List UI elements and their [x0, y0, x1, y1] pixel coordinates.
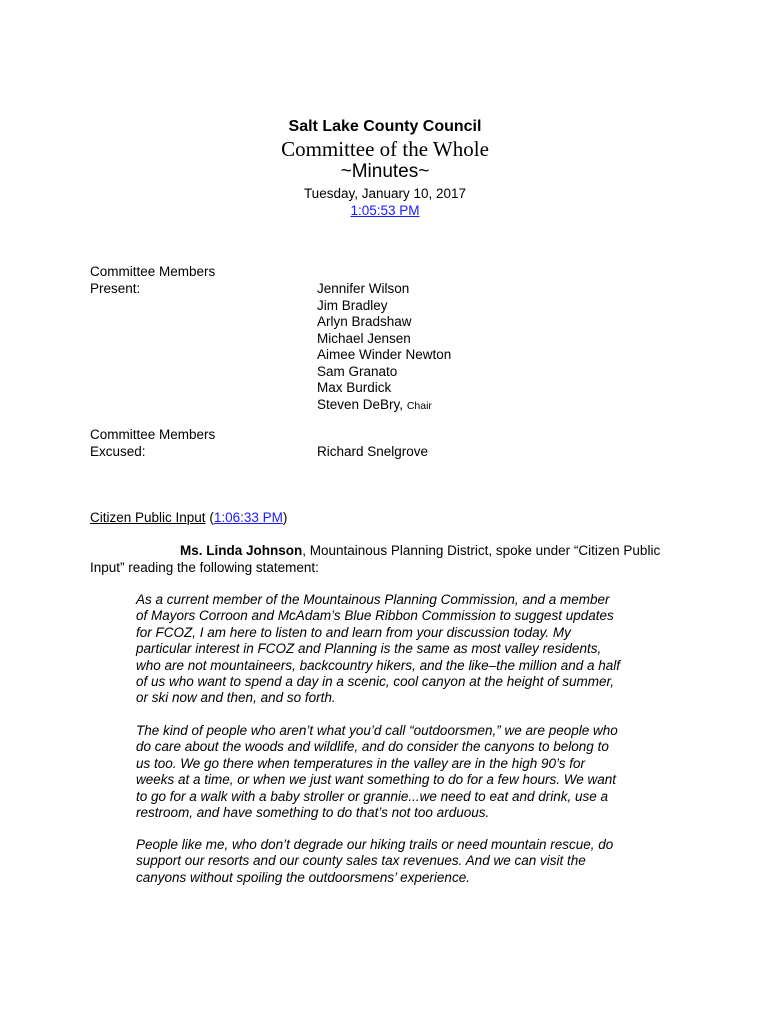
statement-line: to go for a walk with a baby stroller or grannie...we need to eat and drink, use a — [136, 788, 609, 804]
member-name: Steven DeBry, — [317, 396, 404, 412]
statement-line: People like me, who don’t degrade our hiking trails or need mountain rescue, do — [136, 837, 614, 852]
excused-label-line1: Committee Members — [90, 427, 216, 442]
meeting-date: Tuesday, January 10, 2017 — [303, 186, 467, 201]
committee-title: Committee of the Whole — [281, 137, 489, 161]
statement-paragraph — [136, 837, 641, 886]
close-paren: ) — [282, 510, 288, 525]
statement-paragraph — [136, 723, 641, 821]
section-time-link[interactable]: 1:06:33 PM — [213, 510, 283, 525]
statement-line: canyons without spoiling the outdoorsmens’ experience. — [136, 869, 470, 885]
present-label — [90, 264, 215, 297]
statement-line: who are not mountaineers, backcountry hikers, and the like–the million and a half — [136, 657, 621, 673]
present-members-list — [317, 281, 451, 414]
statement-line: or ski now and then, and so forth. — [136, 690, 336, 706]
open-paren: ( — [209, 510, 214, 525]
statement-line: of us who want to spend a day in a scenic, cool canyon at the height of summer, — [136, 674, 615, 690]
meeting-time-wrapper — [0, 203, 770, 218]
member-name: Sam Granato — [317, 363, 398, 379]
speaker-paragraph — [90, 543, 680, 576]
speaker-text: , Mountainous Planning District, spoke under “Citizen Public Input” reading the following statement: — [90, 543, 661, 575]
statement-line: for FCOZ, I am here to listen to and learn from your discussion today. My — [136, 624, 571, 640]
member-name: Max Burdick — [317, 380, 392, 395]
speaker-name: Ms. Linda Johnson — [180, 543, 303, 558]
statement-line: As a current member of the Mountainous Planning Commission, and a member — [136, 592, 610, 607]
member-chair-row — [317, 397, 451, 415]
statement-line: restroom, and have something to do that’s not too arduous. — [136, 805, 490, 821]
member-name: Arlyn Bradshaw — [317, 314, 412, 329]
statement-line: particular interest in FCOZ and Planning is the same as most valley residents, — [136, 641, 602, 657]
excused-members-list — [317, 444, 428, 461]
present-label-line2: Present: — [90, 280, 141, 296]
member-name: Jennifer Wilson — [317, 281, 410, 296]
minutes-heading: ~Minutes~ — [340, 161, 430, 182]
present-label-line1: Committee Members — [90, 264, 216, 279]
chair-note: Chair — [406, 399, 432, 412]
excused-label-line2: Excused: — [90, 443, 146, 459]
meeting-time-link[interactable]: 1:05:53 PM — [350, 203, 420, 218]
statement-line: us too. We go there when temperatures in the valley are in the high 90’s for — [136, 755, 586, 771]
section-heading — [90, 510, 287, 527]
excused-label — [90, 427, 215, 460]
section-title: Citizen Public Input — [90, 510, 206, 525]
member-name: Richard Snelgrove — [317, 444, 429, 459]
statement-line: The kind of people who aren’t what you’d call “outdoorsmen,” we are people who — [136, 723, 618, 738]
member-name: Michael Jensen — [317, 330, 411, 346]
statement-paragraph — [136, 592, 641, 707]
council-name: Salt Lake County Council — [288, 118, 482, 135]
statement-line: do care about the woods and wildlife, and do consider the canyons to belong to — [136, 739, 609, 755]
member-name: Aimee Winder Newton — [317, 347, 452, 362]
statement-line: of Mayors Corroon and McAdam’s Blue Ribbon Commission to suggest updates — [136, 608, 614, 624]
statement-line: support our resorts and our county sales tax revenues. And we can visit the — [136, 853, 586, 869]
statement-line: weeks at a time, or when we just want something to do for a few hours. We want — [136, 772, 616, 788]
member-name: Jim Bradley — [317, 297, 388, 313]
